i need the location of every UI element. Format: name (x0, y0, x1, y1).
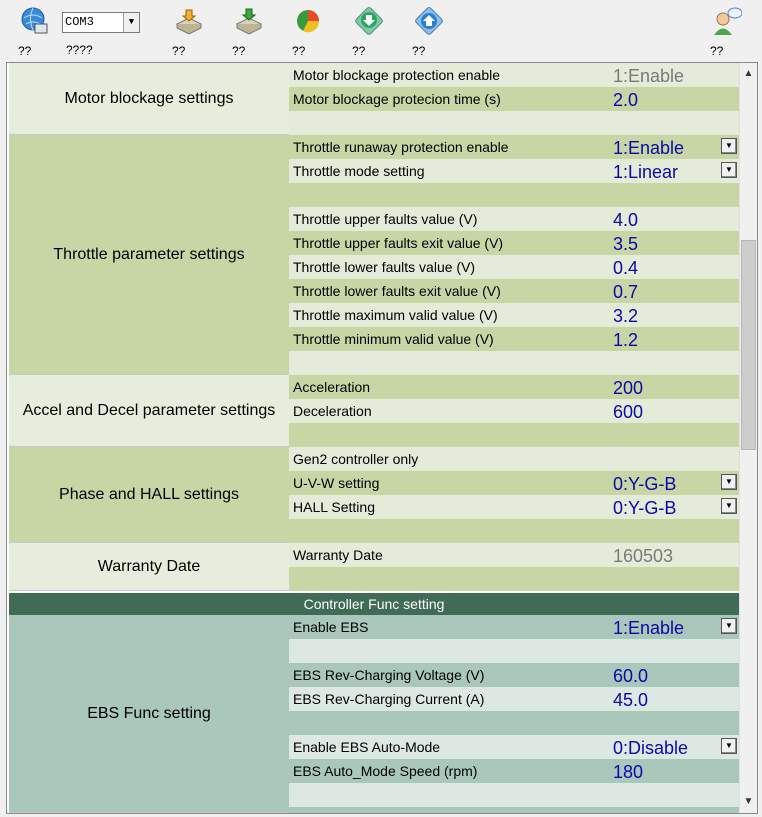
row-label: Warranty Date (289, 543, 589, 567)
row-value (589, 447, 739, 471)
row-throttle-lower-fault[interactable] (289, 255, 739, 279)
row-value[interactable]: 600 (589, 399, 739, 423)
connect-label: ?? (18, 44, 32, 58)
row-label: Throttle runaway protection enable (289, 135, 589, 159)
dropdown-arrow-icon[interactable]: ▼ (721, 162, 737, 178)
row-label: EBS Rev-Charging Current (A) (289, 687, 589, 711)
row-label: Enable EBS (289, 615, 589, 639)
scroll-thumb[interactable] (741, 240, 756, 450)
group-motor-blockage (9, 63, 289, 135)
chevron-down-icon[interactable]: ▼ (123, 13, 139, 32)
group-title: EBS Func setting (87, 704, 211, 722)
row-value[interactable]: 0.7 (589, 279, 739, 303)
open-file-icon (174, 6, 204, 36)
row-spacer (289, 783, 739, 807)
row-spacer (289, 567, 739, 591)
row-ebs-voltage[interactable] (289, 663, 739, 687)
row-ebs-auto-mode[interactable] (289, 735, 739, 759)
row-value[interactable]: 1:Enable (589, 615, 739, 639)
row-value[interactable]: 4.0 (589, 207, 739, 231)
user-chat-icon (712, 6, 742, 36)
row-label: U-V-W setting (289, 471, 589, 495)
group-title: Phase and HALL settings (59, 485, 239, 503)
row-throttle-mode[interactable] (289, 159, 739, 183)
dropdown-arrow-icon[interactable]: ▼ (721, 474, 737, 490)
dropdown-arrow-icon[interactable]: ▼ (721, 138, 737, 154)
row-spacer (289, 183, 739, 207)
row-value[interactable]: 200 (589, 375, 739, 399)
row-label: Motor blockage protection enable (289, 63, 589, 87)
row-label: Throttle lower faults value (V) (289, 255, 589, 279)
group-title: Motor blockage settings (64, 89, 234, 107)
row-uvw-setting[interactable] (289, 471, 739, 495)
row-label: Enable EBS Auto-Mode (289, 735, 589, 759)
port-select[interactable] (62, 12, 140, 33)
row-value[interactable]: 1:Enable (589, 135, 739, 159)
row-throttle-upper-exit[interactable] (289, 231, 739, 255)
row-spacer (289, 351, 739, 375)
group-warranty (9, 543, 289, 591)
row-spacer (289, 711, 739, 735)
row-value[interactable]: 0:Disable (589, 735, 739, 759)
dropdown-arrow-icon[interactable]: ▼ (721, 618, 737, 634)
row-value[interactable]: 60.0 (589, 663, 739, 687)
dropdown-arrow-icon[interactable]: ▼ (721, 498, 737, 514)
row-warranty-date[interactable] (289, 543, 739, 567)
scroll-up-icon[interactable]: ▲ (743, 68, 754, 79)
row-spacer (289, 111, 739, 135)
row-gen2-note (289, 447, 739, 471)
read-button[interactable] (346, 4, 390, 58)
row-throttle-max-valid[interactable] (289, 303, 739, 327)
read-label: ?? (352, 44, 366, 58)
user-button[interactable] (704, 4, 748, 58)
band-title: Controller Func setting (303, 596, 445, 612)
row-label: Throttle upper faults exit value (V) (289, 231, 589, 255)
write-button[interactable] (406, 4, 450, 58)
row-value[interactable]: 3.5 (589, 231, 739, 255)
row-spacer (289, 423, 739, 447)
row-value[interactable]: 45.0 (589, 687, 739, 711)
save-file-label: ?? (232, 44, 246, 58)
pie-chart-icon (294, 6, 324, 36)
group-accel-decel (9, 375, 289, 447)
row-value[interactable]: 3.2 (589, 303, 739, 327)
row-label: Gen2 controller only (289, 447, 589, 471)
row-value[interactable]: 160503 (589, 543, 739, 567)
open-file-button[interactable] (166, 4, 210, 58)
row-value[interactable]: 1.2 (589, 327, 739, 351)
write-label: ?? (412, 44, 426, 58)
row-throttle-lower-exit[interactable] (289, 279, 739, 303)
row-label: Throttle maximum valid value (V) (289, 303, 589, 327)
download-icon (354, 6, 384, 36)
row-deceleration[interactable] (289, 399, 739, 423)
row-label: Throttle upper faults value (V) (289, 207, 589, 231)
settings-panel (6, 62, 758, 814)
save-file-button[interactable] (226, 4, 270, 58)
row-spacer (289, 519, 739, 543)
chart-label: ?? (292, 44, 306, 58)
row-spacer (289, 639, 739, 663)
scroll-down-icon[interactable]: ▼ (743, 796, 754, 807)
open-file-label: ?? (172, 44, 186, 58)
row-value[interactable]: 0:Y-G-B (589, 495, 739, 519)
toolbar (0, 0, 762, 60)
group-ebs (9, 615, 289, 813)
connect-button[interactable] (12, 4, 56, 58)
row-value[interactable]: 1:Enable (589, 63, 739, 87)
row-acceleration[interactable] (289, 375, 739, 399)
row-motor-blockage-time[interactable] (289, 87, 739, 111)
group-title: Throttle parameter settings (53, 245, 245, 263)
row-label: EBS Rev-Charging Voltage (V) (289, 663, 589, 687)
row-throttle-upper-fault[interactable] (289, 207, 739, 231)
row-label: HALL Setting (289, 495, 589, 519)
row-spacer (289, 807, 739, 813)
port-value: COM3 (65, 15, 94, 29)
row-label: Throttle mode setting (289, 159, 589, 183)
chart-button[interactable] (286, 4, 330, 58)
row-value[interactable]: 0.4 (589, 255, 739, 279)
vertical-scrollbar[interactable] (739, 63, 757, 813)
row-value[interactable]: 2.0 (589, 87, 739, 111)
save-file-icon (234, 6, 264, 36)
row-ebs-current[interactable] (289, 687, 739, 711)
row-ebs-auto-speed[interactable] (289, 759, 739, 783)
globe-icon (20, 6, 50, 36)
row-label: Deceleration (289, 399, 589, 423)
user-label: ?? (710, 44, 724, 58)
section-band-controller-func (9, 593, 739, 615)
upload-icon (414, 6, 444, 36)
row-throttle-runaway[interactable] (289, 135, 739, 159)
group-throttle (9, 135, 289, 375)
row-label: Motor blockage protecion time (s) (289, 87, 589, 111)
row-throttle-min-valid[interactable] (289, 327, 739, 351)
row-label: Throttle minimum valid value (V) (289, 327, 589, 351)
row-value[interactable]: 1:Linear (589, 159, 739, 183)
dropdown-arrow-icon[interactable]: ▼ (721, 738, 737, 754)
row-motor-blockage-enable[interactable] (289, 63, 739, 87)
row-label: EBS Auto_Mode Speed (rpm) (289, 759, 589, 783)
row-value[interactable]: 0:Y-G-B (589, 471, 739, 495)
group-phase-hall (9, 447, 289, 543)
row-hall-setting[interactable] (289, 495, 739, 519)
row-value[interactable]: 180 (589, 759, 739, 783)
port-label: ???? (66, 43, 93, 57)
row-label: Acceleration (289, 375, 589, 399)
row-enable-ebs[interactable] (289, 615, 739, 639)
group-title: Accel and Decel parameter settings (22, 401, 276, 419)
group-title: Warranty Date (97, 557, 201, 575)
row-label: Throttle lower faults exit value (V) (289, 279, 589, 303)
